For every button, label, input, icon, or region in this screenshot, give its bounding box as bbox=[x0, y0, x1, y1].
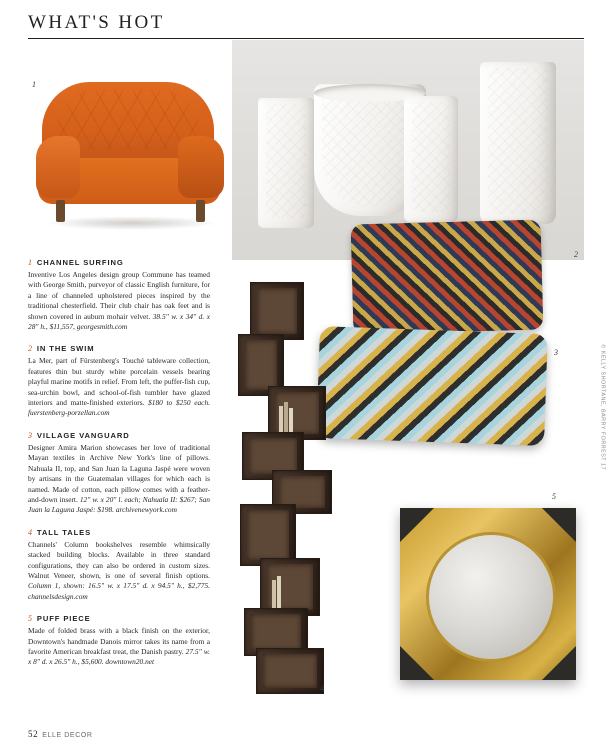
product-image-vessel-left bbox=[258, 98, 314, 228]
entry-number: 5 bbox=[28, 614, 33, 624]
entry-copy: Inventive Los Angeles design group Commune has teamed with George Smith, purveyor of classic English furniture, for a line of channeled upholstered pieces inspired by the traditional chesterfield. Their club chair has oak feet and is shown covered in auburn mohair velvet. bbox=[28, 270, 210, 321]
folio-page-number: 52 bbox=[28, 729, 39, 739]
chair-arm-left bbox=[36, 136, 80, 198]
product-image-bookshelf bbox=[238, 282, 334, 694]
entry-title: CHANNEL SURFING bbox=[36, 258, 124, 267]
callout-1: 1 bbox=[32, 80, 36, 89]
entry-title: PUFF PIECE bbox=[36, 614, 91, 624]
entry-body bbox=[28, 356, 210, 418]
entry-meta: 38.5" w. x 34" d. x 28" h., $11,557, georgesmith.com bbox=[28, 311, 210, 332]
entry-title: TALL TALES bbox=[36, 527, 92, 537]
page-title: WHAT'S HOT bbox=[28, 12, 165, 33]
entry-in-the-swim bbox=[28, 344, 210, 418]
product-image-pillow-nahuala bbox=[351, 220, 544, 335]
entry-heading bbox=[28, 614, 210, 623]
entry-number: 1 bbox=[28, 258, 33, 267]
product-image-chair bbox=[36, 80, 224, 242]
entry-body bbox=[28, 270, 210, 332]
entry-copy: Designer Amira Marion showcases her love of traditional Mayan textiles in Archive New York's line of pillows. Nahuala II, top, and San Juan la Laguna Jaspé were woven by artisans in the Guatemalan villages for which each is named. Made of cotton, each pillow comes with a feather-and-down insert. bbox=[28, 442, 210, 504]
folio-magazine-name: ELLE DECOR bbox=[42, 732, 93, 739]
entry-body bbox=[28, 540, 210, 602]
mirror-corner-bottom-right bbox=[542, 646, 576, 680]
entry-body bbox=[28, 626, 210, 668]
header-divider bbox=[28, 38, 584, 39]
entry-puff-piece bbox=[28, 614, 210, 668]
product-image-vessel-right bbox=[480, 62, 556, 224]
vessel-texture bbox=[412, 102, 450, 212]
entry-heading bbox=[28, 258, 210, 267]
callout-5: 5 bbox=[552, 492, 556, 501]
entry-number: 4 bbox=[28, 527, 33, 537]
entry-meta: 12" w. x 20" l. each; Nahuala II: $267; San Juan la Laguna Jaspé: $198. archivenewyork.com bbox=[28, 494, 210, 515]
entry-channel-surfing bbox=[28, 258, 210, 332]
shelf-module bbox=[250, 282, 304, 340]
editorial-column bbox=[28, 258, 210, 680]
callout-4: 4 bbox=[320, 684, 324, 693]
chair-arm-right bbox=[178, 136, 224, 198]
vessel-texture bbox=[266, 104, 306, 218]
photo-credit: © KELLY SHORTANE, BARRY FORREST 17 bbox=[600, 344, 606, 470]
entry-body bbox=[28, 443, 210, 516]
entry-copy: Channels' Column bookshelves resemble whimsically stacked building blocks. Available in three standard configurations, they can also be ordered in custom sizes. Walnut Veneer, shown, is one of several finish options. bbox=[28, 539, 210, 580]
mirror-corner-top-left bbox=[400, 508, 434, 542]
entry-village-vanguard bbox=[28, 431, 210, 516]
entry-meta: $180 to $250 each. fuerstenberg-porzellan.com bbox=[28, 398, 210, 418]
chair-shadow bbox=[46, 216, 218, 230]
entry-copy: La Mer, part of Fürstenberg's Touché tableware collection, features thin but sturdy white porcelain vessels bearing playful marine motifs in relief. From left, the puffer-fish cup, sea-urchin bowl, and school-of-fish tumbler have glazed interiors and matte-finished exteriors. bbox=[28, 356, 210, 408]
mirror-corner-bottom-left bbox=[400, 646, 434, 680]
entry-heading bbox=[28, 431, 210, 440]
entry-meta: 27.5" w. x 8" d. x 26.5" h., $5,600. downtown20.net bbox=[28, 646, 210, 667]
vessel-texture bbox=[488, 68, 548, 214]
entry-heading bbox=[28, 528, 210, 537]
page-folio bbox=[28, 729, 93, 739]
entry-title: VILLAGE VANGUARD bbox=[36, 430, 130, 440]
entry-title: IN THE SWIM bbox=[36, 344, 95, 354]
entry-copy: Made of folded brass with a black finish on the exterior, Downtown's handmade Danois mirror takes its name from a favorite American breakfast treat, the Danish pastry. bbox=[28, 626, 210, 656]
callout-3: 3 bbox=[554, 348, 558, 357]
entry-meta: Column 1, shown: 16.5" w. x 17.5" d. x 94.5" h., $2,775. channelsdesign.com bbox=[28, 581, 210, 601]
entry-number: 3 bbox=[28, 430, 33, 440]
entry-heading bbox=[28, 344, 210, 353]
mirror-glass bbox=[426, 532, 556, 662]
entry-tall-tales bbox=[28, 528, 210, 602]
product-image-pillow-sanjuan bbox=[316, 326, 548, 446]
entry-number: 2 bbox=[28, 344, 33, 354]
product-image-vessel-mid bbox=[404, 96, 458, 222]
shelf-module bbox=[240, 504, 296, 566]
mirror-corner-top-right bbox=[542, 508, 576, 542]
callout-2: 2 bbox=[574, 250, 578, 259]
product-image-mirror bbox=[400, 508, 576, 680]
shelf-module bbox=[256, 648, 324, 694]
